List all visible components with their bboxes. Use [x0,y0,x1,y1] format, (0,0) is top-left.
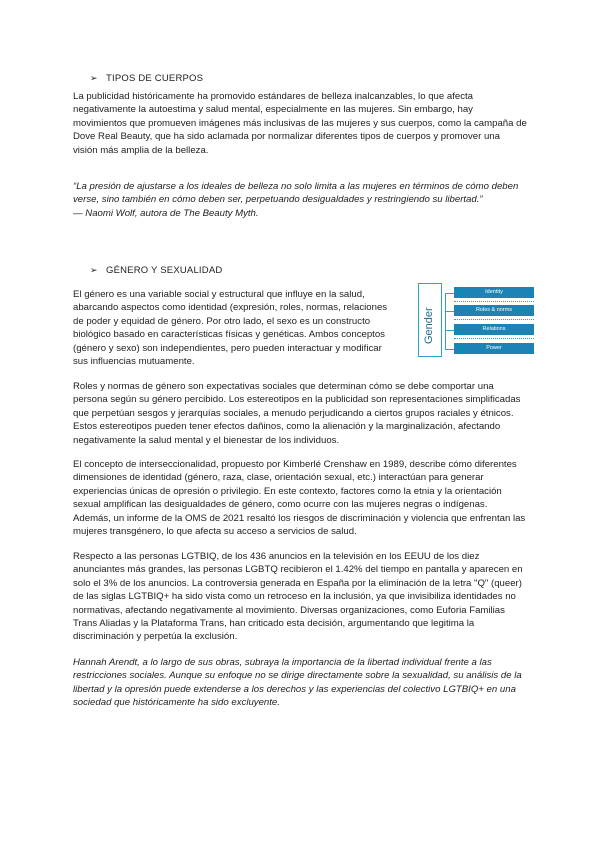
gender-root-label: Gender [423,307,435,344]
body-paragraph: El género es una variable social y estructural que influye en la salud, abarcando aspectos como identidad (expresión, roles, normas, relaciones de poder y equidad de género. Por otro lado, el sexo es un constructo biológico basado en características físicas y genéticas. Ambos conceptos (género y sexo) son independientes, pero pueden interactuar y modificar sus influencias mutuamente. [73,289,388,368]
body-paragraph: Respecto a las personas LGTBIQ, de los 436 anuncios en la televisión en los EEUU de los diez anunciantes más grandes, las personas LGBTQ recibieron el 1.42% del tiempo en pantalla y aparecen en solo el 3% de los anuncios. La controversia generada en España por la eliminación de la letra "Q" (queer) de las siglas LGTBIQ+ ha sido vista como un retroceso en la inclusión, ya que invisibiliza identidades no normativas, afectando negativamente al movimiento. Diversas organizaciones, como Euforia Familias Trans Aliadas y la Plataforma Trans, han criticado esta decisión, argumentando que legitima la discriminación y perpetúa la exclusión. [73,551,523,643]
section-heading-genero-y-sexualidad [90,265,222,276]
dotted-divider [454,338,534,339]
body-paragraph: Roles y normas de género son expectativas sociales que determinan cómo se debe comportar una persona según su género percibido. Los estereotipos en la publicidad son representaciones simplificadas que perpetúan sesgos y jerarquías sociales, a menudo perjudicando a ciertos grupos raciales y étnicos. Estos estereotipos pueden tener efectos dañinos, como la alienación y la marginalización, afectando negativamente la salud mental y el bienestar de los individuos. [73,381,521,446]
connector-line [445,293,454,349]
arrow-bullet-icon: ➢ [90,73,98,83]
dotted-divider [454,301,534,302]
heading-text: TIPOS DE CUERPOS [106,73,204,84]
quote-text: “La presión de ajustarse a los ideales de belleza no solo limita a las mujeres en términos de cómo deben verse, sino también en cómo deben ser, perpetuando desigualdades y restringiendo su libertad.” [73,181,519,206]
quote-attribution: — Naomi Wolf, autora de The Beauty Myth. [73,207,259,219]
section-heading-tipos-de-cuerpos [90,73,203,84]
diagram-item-identity: Identity [454,287,534,298]
body-paragraph: El concepto de interseccionalidad, propuesto por Kimberlé Crenshaw en 1989, describe cómo diferentes dimensiones de identidad (género, raza, clase, orientación sexual, etc.) interactúan para generar experiencias únicas de opresión o privilegio. En este contexto, factores como la etnia y la orientación sexual amplifican las desigualdades de género, como ocurre con las mujeres negras o indígenas. Además, un informe de la OMS de 2021 resaltó los riesgos de discriminación y violencia que enfrentan las mujeres transgénero, lo que afecta su acceso a servicios de salud. [73,459,526,538]
diagram-item-relations: Relations [454,324,534,335]
body-paragraph: La publicidad históricamente ha promovido estándares de belleza inalcanzables, lo que afecta negativamente la autoestima y salud mental, especialmente en las mujeres. Sin embargo, hay movimientos que promueven imágenes más inclusivas de las mujeres y sus cuerpos, como la campaña de Dove Real Beauty, que ha sido aclamada por normalizar diferentes tipos de cuerpos y promover una visión más amplia de la belleza. [73,91,527,156]
gender-diagram [418,283,536,361]
quote-block [73,180,527,220]
dotted-divider [454,319,534,320]
gender-root-box [418,283,442,357]
heading-text: GÉNERO Y SEXUALIDAD [106,265,223,276]
book-title: The Beauty Myth [183,207,256,219]
diagram-item-roles-norms: Roles & norms [454,305,534,316]
arrow-bullet-icon: ➢ [90,265,98,275]
diagram-item-power: Power [454,343,534,354]
body-paragraph-italic: Hannah Arendt, a lo largo de sus obras, subraya la importancia de la libertad individual frente a las restricciones sociales. Aunque su enfoque no se dirige directamente sobre la sexualidad, su análisis de la libertad y la opresión puede extenderse a los derechos y las experiencias del colectivo LGTBIQ+ en una sociedad que históricamente ha sido excluyente. [73,657,522,709]
